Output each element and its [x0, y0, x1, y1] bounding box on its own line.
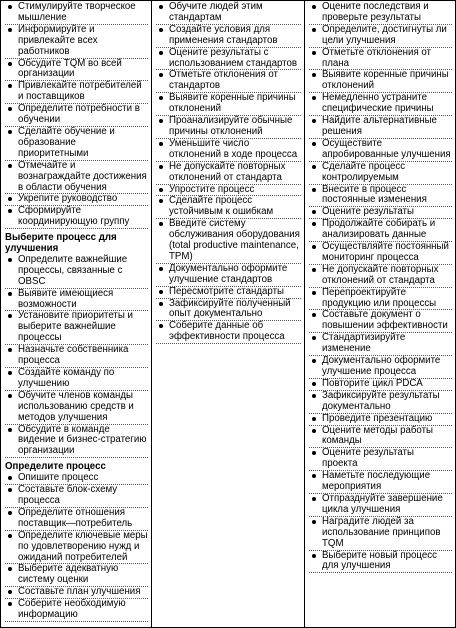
list-item: Определите важнейшие процессы, связанные с OBSC [5, 255, 148, 289]
list-item: Не допускайте повторных отклонений от стандарта [309, 265, 452, 288]
list-item: Оцените методы работы команды [309, 426, 452, 449]
list-item: Внесите в процесс постоянные изменения [309, 185, 452, 208]
list-item: Информируйте и привлекайте всех работников [5, 25, 148, 59]
list-item: Осуществляйте постоянный мониторинг процесса [309, 242, 452, 265]
section-title-define-process: Определите процесс [5, 461, 106, 473]
list-item: Оцените результаты [309, 207, 452, 219]
list-item: Повторите цикл PDCA [309, 379, 452, 391]
list-item: Сделайте обучение и образование приоритетными [5, 127, 148, 161]
list-item: Выберите новый процесс для улучшения [309, 551, 452, 574]
list-item: Выявите коренные причины отклонений [309, 70, 452, 93]
list-item: Выявите коренные причины отклонений [156, 93, 301, 116]
list-item: Немедленно устраните специфические причины [309, 93, 452, 116]
list-item: Сформируйте координирующую группу [5, 206, 148, 229]
list-item: Обсудите TQM во всей организации [5, 59, 148, 82]
list-item: Составьте блок-схему процесса [5, 485, 148, 508]
list-item: Зафиксируйте полученный опыт документально [156, 299, 301, 322]
list-item: Найдите альтернативные решения [309, 116, 452, 139]
list-item: Наградите людей за использование принципов TQM [309, 517, 452, 551]
list-item: Перепроектируйте продукцию или процессы [309, 288, 452, 311]
list-item: Не допускайте повторных отклонений от стандарта [156, 162, 301, 185]
list-item: Определите ключевые меры по удовлетворению нужд и ожиданий потребителей [5, 531, 148, 565]
list-item: Отмечайте и вознаграждайте достижения в области обучения [5, 161, 148, 195]
list-item: Сделайте процесс контролируемым [309, 162, 452, 185]
list-item: Составьте план улучшения [5, 587, 148, 599]
list-item: Установите приоритеты и выберите важнейшие процессы [5, 311, 148, 345]
list-item: Документально оформите улучшение стандартов [156, 264, 301, 287]
col1-group3-list [5, 473, 148, 622]
list-item: Упростите процесс [156, 185, 301, 197]
column-1 [1, 1, 152, 627]
list-item: Проведите презентацию [309, 414, 452, 426]
list-item: Отметьте отклонения от плана [309, 48, 452, 71]
list-item: Укрепите руководство [5, 194, 148, 206]
section-title-select-process: Выберите процесс для улучшения [5, 232, 117, 255]
list-item: Стандартизируйте изменение [309, 333, 452, 356]
list-item: Осуществите апробированные улучшения [309, 139, 452, 162]
list-item: Соберите необходимую информацию [5, 599, 148, 622]
list-item: Выявите имеющиеся возможности [5, 289, 148, 312]
list-item: Пересмотрите стандарты [156, 287, 301, 299]
list-item: Определите, достигнуты ли цели улучшения [309, 25, 452, 48]
column-2 [152, 1, 305, 627]
col3-list [309, 2, 452, 573]
list-item: Введите систему обслуживания оборудования (total productive maintenance, TPM) [156, 219, 301, 264]
list-item: Документально оформите улучшение процесса [309, 356, 452, 379]
list-item: Обучите членов команды использованию средств и методов улучшения [5, 391, 148, 425]
list-item: Определите потребности в обучении [5, 104, 148, 127]
list-item: Оцените последствия и проверьте результаты [309, 2, 452, 25]
list-item: Отметьте отклонения от стандартов [156, 70, 301, 93]
list-item: Оцените результаты с использованием стандартов [156, 48, 301, 71]
list-item: Создайте условия для применения стандартов [156, 25, 301, 48]
column-3 [305, 1, 455, 627]
list-item: Оцените результаты проекта [309, 448, 452, 471]
list-item: Проанализируйте обычные причины отклонений [156, 116, 301, 139]
col1-group2-list [5, 255, 148, 458]
list-item: Назначьте собственника процесса [5, 345, 148, 368]
list-item: Соберите данные об эффективности процесса [156, 321, 301, 344]
list-item: Стимулируйте творческое мышление [5, 2, 148, 25]
list-item: Обучите людей этим стандартам [156, 2, 301, 25]
list-item: Зафиксируйте результаты документально [309, 391, 452, 414]
col1-group1-list [5, 2, 148, 229]
list-item: Опишите процесс [5, 473, 148, 485]
list-item: Обсудите в команде видение и бизнес-стратегию организации [5, 425, 148, 459]
list-item: Составьте документ о повышении эффективности [309, 310, 452, 333]
list-item: Отпразднуйте завершение цикла улучшения [309, 494, 452, 517]
list-item: Наметьте последующие мероприятия [309, 471, 452, 494]
col2-list [156, 2, 301, 344]
list-item: Выберите адекватную систему оценки [5, 564, 148, 587]
list-item: Создайте команду по улучшению [5, 368, 148, 391]
list-item: Сделайте процесс устойчивым к ошибкам [156, 196, 301, 219]
list-item: Привлекайте потребителей и поставщиков [5, 81, 148, 104]
list-item: Определите отношения поставщик—потребитель [5, 508, 148, 531]
list-item: Уменьшите число отклонений в ходе процесса [156, 139, 301, 162]
list-item: Продолжайте собирать и анализировать данные [309, 219, 452, 242]
